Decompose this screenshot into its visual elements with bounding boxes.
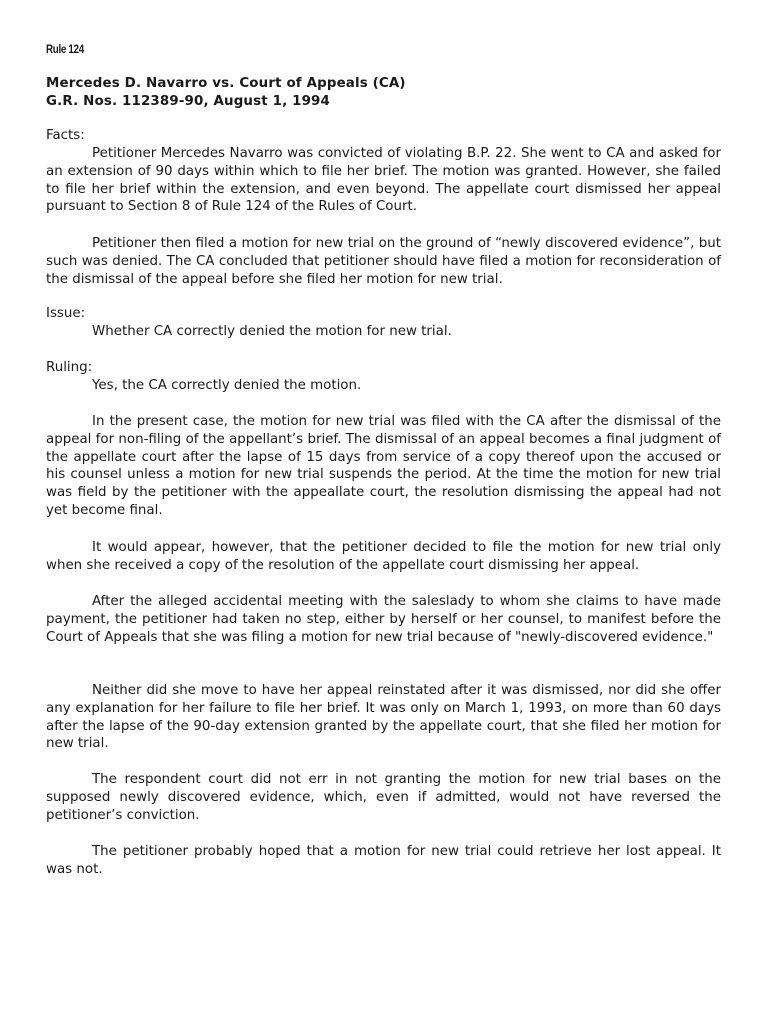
- case-name: Mercedes D. Navarro vs. Court of Appeals (CA): [46, 76, 406, 91]
- facts-paragraph-2: Petitioner then filed a motion for new trial on the ground of “newly discovered evidence”, but such was denied. The CA concluded that petitioner should have filed a motion for reconsideration of the dismissal of the appeal before she filed her motion for new trial.: [46, 236, 721, 287]
- case-number: G.R. Nos. 112389-90, August 1, 1994: [46, 94, 330, 109]
- ruling-answer: Yes, the CA correctly denied the motion.: [92, 378, 362, 393]
- facts-label: Facts:: [46, 128, 85, 143]
- rule-label: Rule 124: [46, 42, 84, 56]
- issue-label: Issue:: [46, 306, 86, 321]
- ruling-paragraph-1: In the present case, the motion for new trial was filed with the CA after the dismissal of the appeal for non-filing of the appellant’s brief. The dismissal of an appeal becomes a final judgment of the appellate court after the lapse of 15 days from service of a copy thereof upon the accused or his counsel unless a motion for new trial suspends the period. At the time the motion for new trial was field by the petitioner with the appeallate court, the resolution dismissing the appeal had not yet become final.: [46, 414, 721, 518]
- ruling-paragraph-3: After the alleged accidental meeting with the saleslady to whom she claims to have made payment, the petitioner had taken no step, either by herself or her counsel, to manifest before the Court of Appeals that she was filing a motion for new trial because of "newly-discovered evidence.": [46, 594, 721, 645]
- case-title: [46, 75, 406, 111]
- issue-text: Whether CA correctly denied the motion for new trial.: [92, 324, 452, 339]
- ruling-paragraph-6: The petitioner probably hoped that a motion for new trial could retrieve her lost appeal. It was not.: [46, 844, 721, 877]
- facts-paragraph-1: Petitioner Mercedes Navarro was convicted of violating B.P. 22. She went to CA and asked for an extension of 90 days within which to file her brief. The motion was granted. However, she failed to file her brief within the extension, and even beyond. The appellate court dismissed her appeal pursuant to Section 8 of Rule 124 of the Rules of Court.: [46, 146, 721, 215]
- ruling-paragraph-2: It would appear, however, that the petitioner decided to file the motion for new trial only when she received a copy of the resolution of the appellate court dismissing her appeal.: [46, 540, 721, 573]
- ruling-paragraph-4: Neither did she move to have her appeal reinstated after it was dismissed, nor did she offer any explanation for her failure to file her brief. It was only on March 1, 1993, on more than 60 days after the lapse of the 90-day extension granted by the appellate court, that she filed her motion for new trial.: [46, 683, 721, 752]
- ruling-label: Ruling:: [46, 360, 93, 375]
- ruling-paragraph-5: The respondent court did not err in not granting the motion for new trial bases on the supposed newly discovered evidence, which, even if admitted, would not have reversed the petitioner’s conviction.: [46, 772, 721, 823]
